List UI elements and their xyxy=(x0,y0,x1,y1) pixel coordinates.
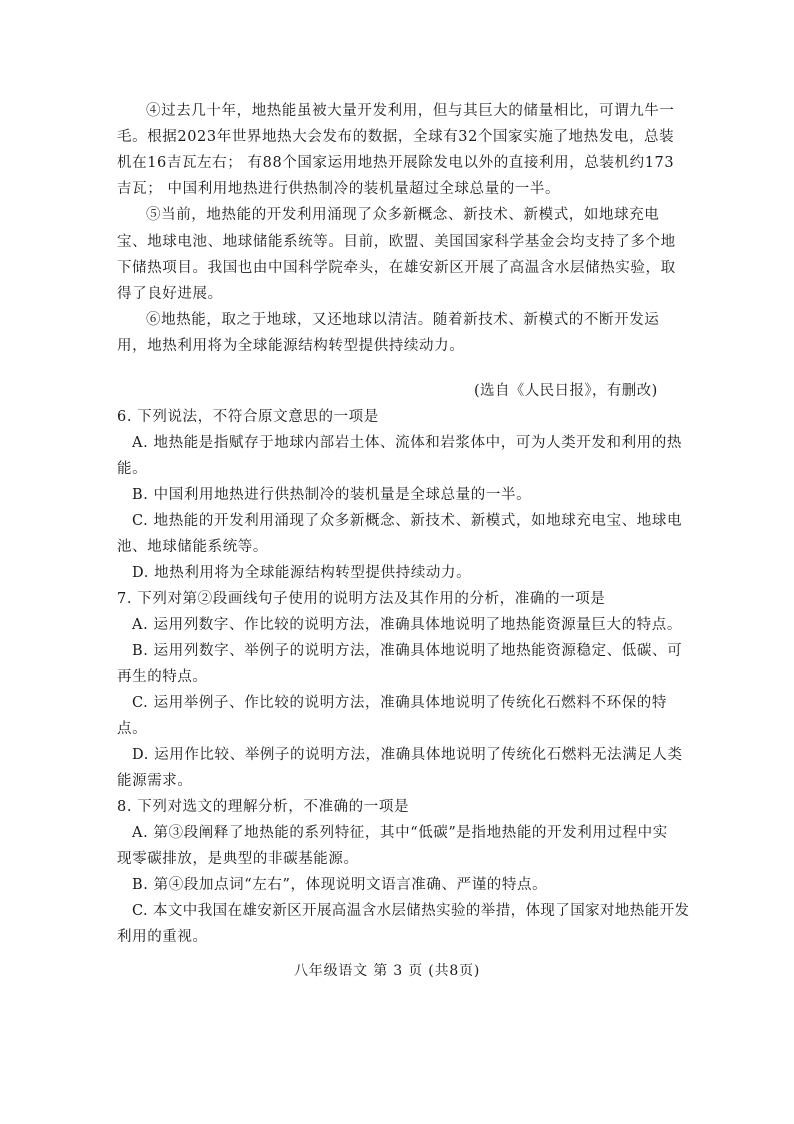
paragraph-4-line-2: 毛。根据2023年世界地热大会发布的数据，全球有32个国家实施了地热发电，总装 xyxy=(117,129,675,145)
question-8-option-a-line-1: A. 第③段阐释了地热能的系列特征，其中“低碳”是指地热能的开发利用过程中实 xyxy=(132,825,668,841)
question-6-option-b: B. 中国利用地热进行供热制冷的装机量是全球总量的一半。 xyxy=(132,487,532,503)
paragraph-4-line-1: ④过去几十年，地热能虽被大量开发利用，但与其巨大的储量相比，可谓九牛一 xyxy=(146,103,675,119)
paragraph-5-line-2: 宝、地球电池、地球储能系统等。目前，欧盟、美国国家科学基金会均支持了多个地 xyxy=(117,234,676,250)
question-8-option-b: B. 第④段加点词“左右”，体现说明文语言准确、严谨的特点。 xyxy=(132,877,548,893)
question-7-option-a: A. 运用列数字、作比较的说明方法，准确具体地说明了地热能资源量巨大的特点。 xyxy=(132,617,682,633)
paragraph-4-line-4: 吉瓦； 中国利用地热进行供热制冷的装机量超过全球总量的一半。 xyxy=(117,181,561,197)
question-7-option-c-line-1: C. 运用举例子、作比较的说明方法，准确具体地说明了传统化石燃料不环保的特 xyxy=(132,695,667,711)
question-7-option-d-line-2: 能源需求。 xyxy=(117,773,193,789)
question-6-option-a-line-2: 能。 xyxy=(117,461,148,477)
paragraph-6-line-2: 用，地热利用将为全球能源结构转型提供持续动力。 xyxy=(117,338,465,354)
paragraph-5-line-4: 得了良好进展。 xyxy=(117,286,223,302)
question-7-stem: 7. 下列对第②段画线句子使用的说明方法及其作用的分析，准确的一项是 xyxy=(117,591,606,607)
question-7-option-b-line-1: B. 运用列数字、举例子的说明方法，准确具体地说明了地热能资源稳定、低碳、可 xyxy=(132,643,683,659)
question-6-option-c-line-2: 池、地球储能系统等。 xyxy=(117,539,268,555)
paragraph-4-line-3: 机在16吉瓦左右； 有88个国家运用地热开展除发电以外的直接利用，总装机约173 xyxy=(117,155,675,171)
page-footer: 八年级语文 第 3 页 (共8页) xyxy=(294,963,481,979)
question-8-option-c-line-1: C. 本文中我国在雄安新区开展高温含水层储热实验的举措，体现了国家对地热能开发 xyxy=(132,903,690,919)
question-6-option-c-line-1: C. 地热能的开发利用涌现了众多新概念、新技术、新模式，如地球充电宝、地球电 xyxy=(132,513,683,529)
question-6-option-a-line-1: A. 地热能是指赋存于地球内部岩土体、流体和岩浆体中，可为人类开发和利用的热 xyxy=(132,435,682,451)
question-6-stem: 6. 下列说法，不符合原文意思的一项是 xyxy=(117,409,379,425)
question-7-option-d-line-1: D. 运用作比较、举例子的说明方法，准确具体地说明了传统化石燃料无法满足人类 xyxy=(132,747,683,763)
source-citation: (选自《人民日报》，有删改) xyxy=(474,383,658,399)
question-6-option-d: D. 地热利用将为全球能源结构转型提供持续动力。 xyxy=(132,565,472,581)
paragraph-5-line-3: 下储热项目。我国也由中国科学院牵头，在雄安新区开展了高温含水层储热实验，取 xyxy=(117,260,676,276)
paragraph-6-line-1: ⑥地热能，取之于地球，又还地球以清洁。随着新技术、新模式的不断开发运 xyxy=(146,312,660,328)
question-8-stem: 8. 下列对选文的理解分析，不准确的一项是 xyxy=(117,799,410,815)
question-7-option-c-line-2: 点。 xyxy=(117,721,148,737)
question-8-option-c-line-2: 利用的重视。 xyxy=(117,929,208,945)
question-7-option-b-line-2: 再生的特点。 xyxy=(117,669,208,685)
question-8-option-a-line-2: 现零碳排放，是典型的非碳基能源。 xyxy=(117,851,359,867)
paragraph-5-line-1: ⑤当前，地热能的开发利用涌现了众多新概念、新技术、新模式，如地球充电 xyxy=(146,207,660,223)
